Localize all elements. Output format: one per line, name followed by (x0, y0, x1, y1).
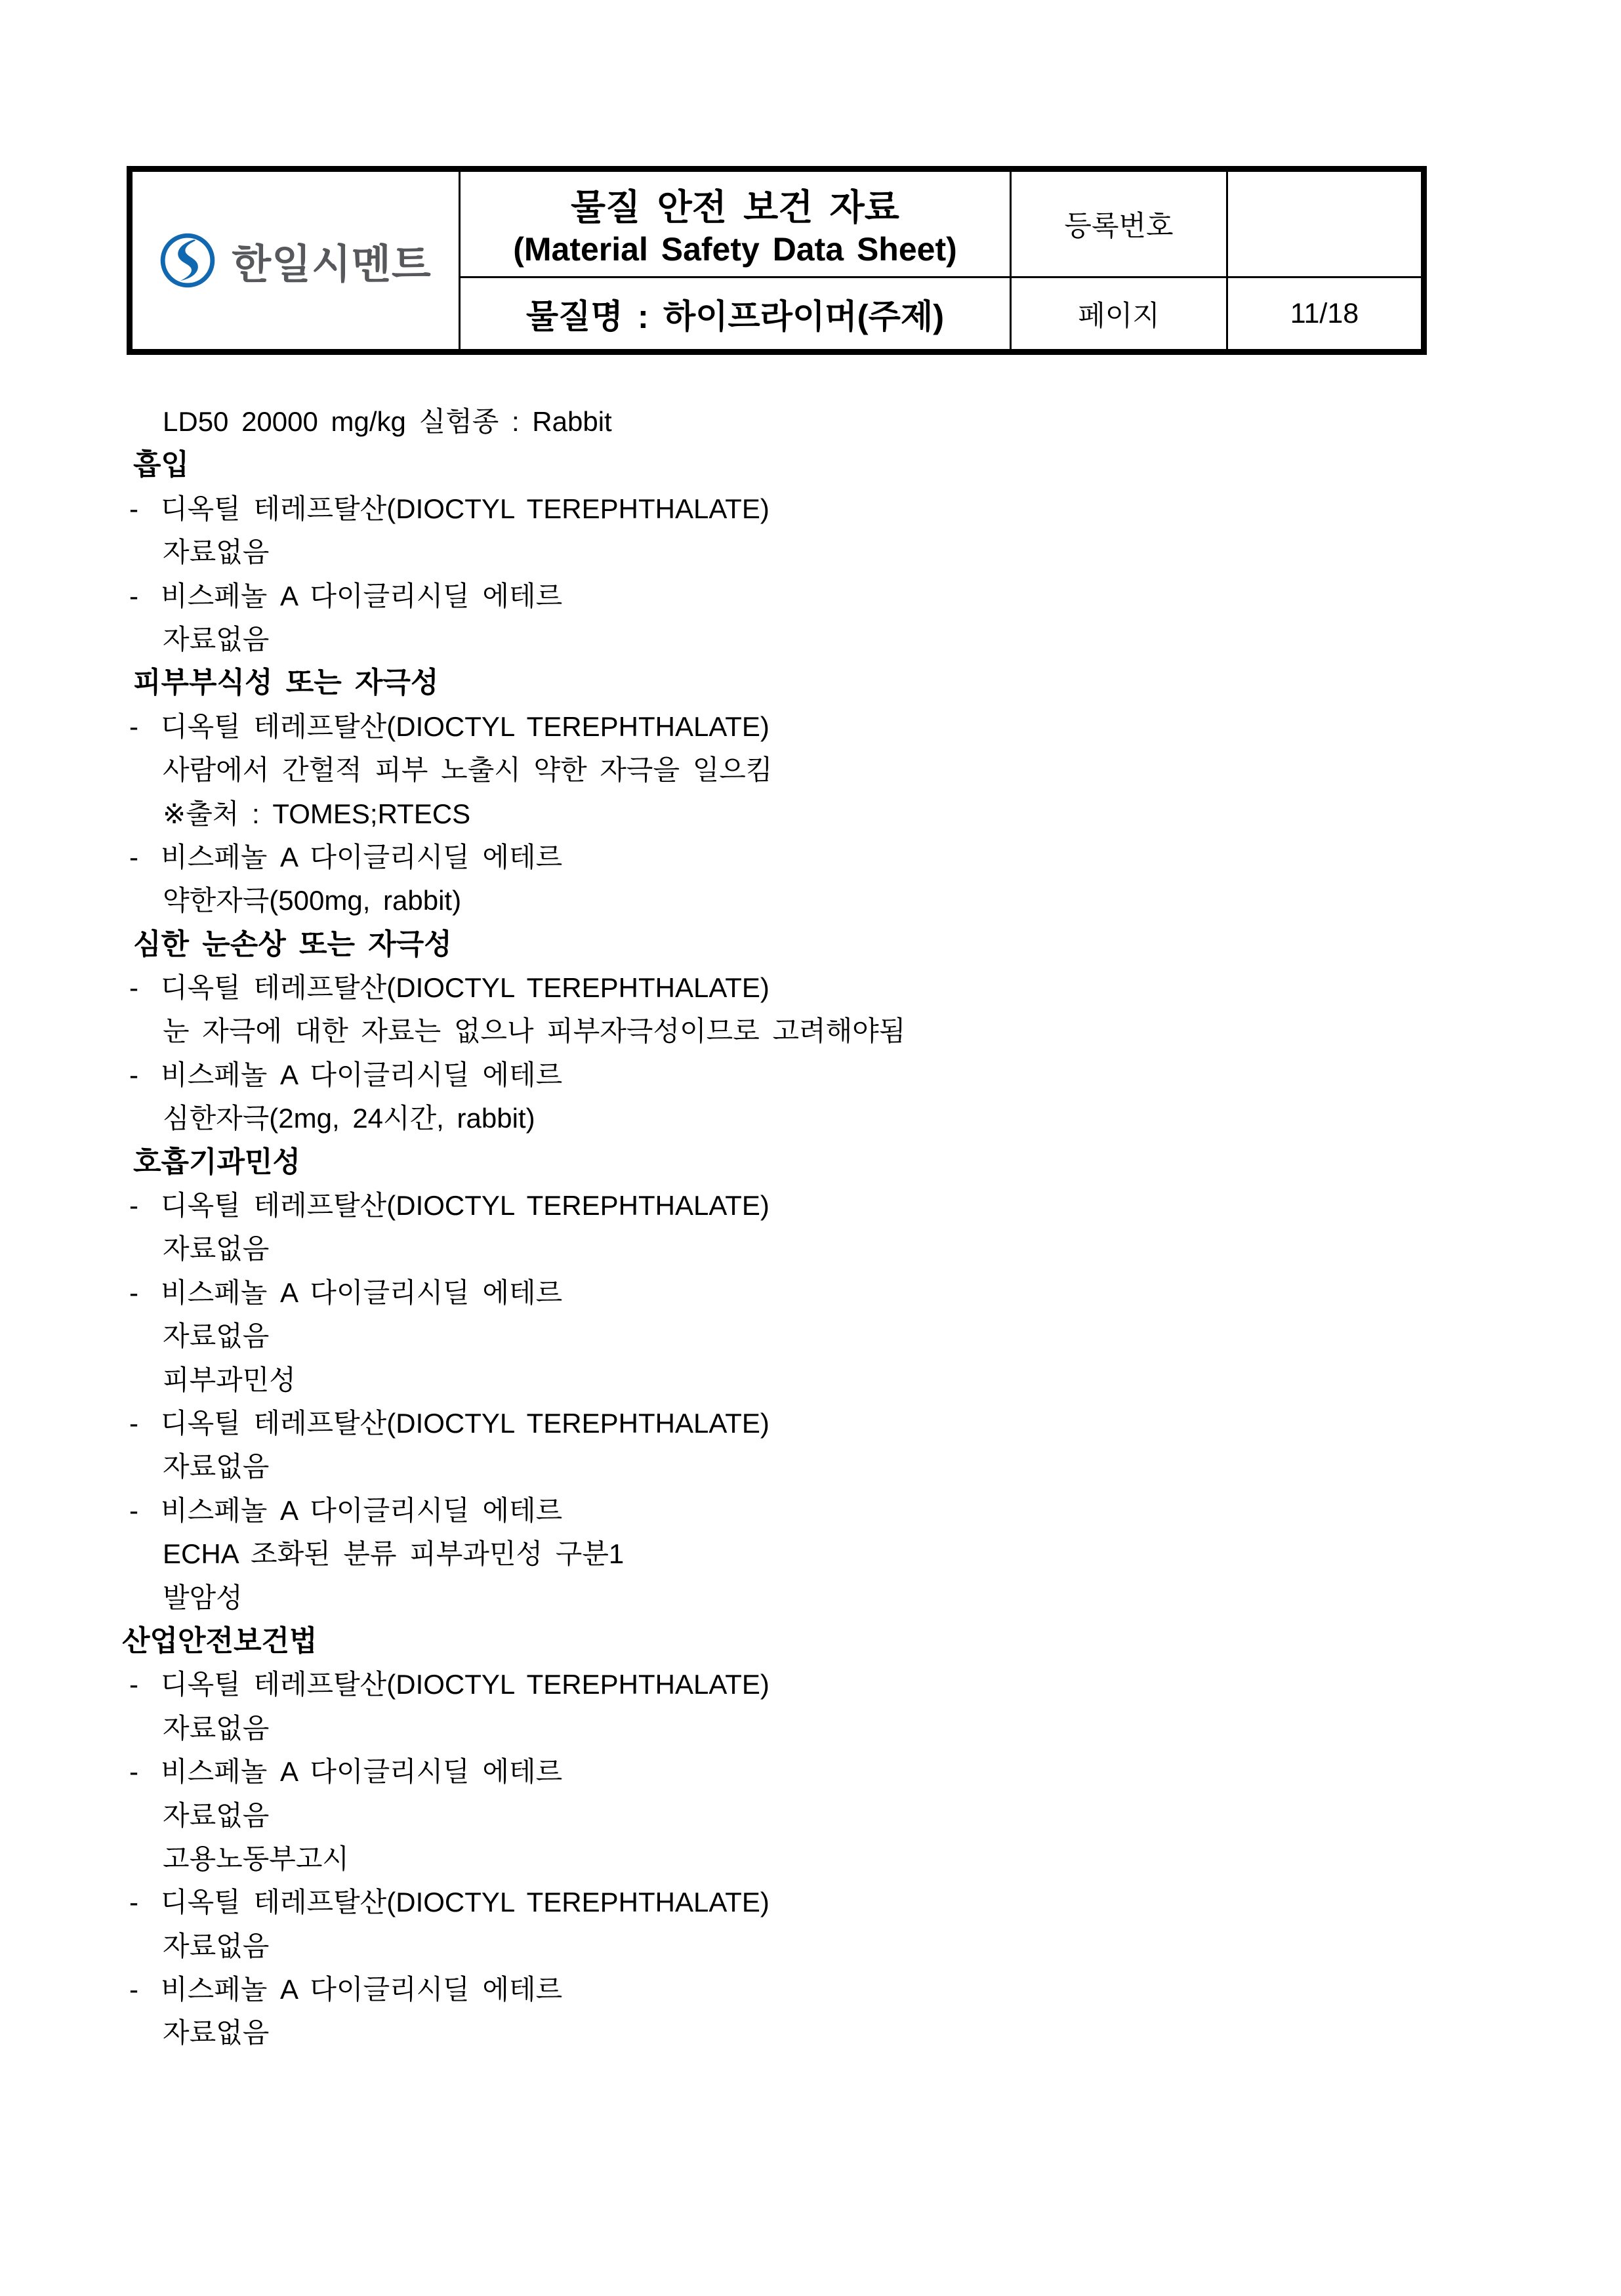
line-text: 디옥틸 테레프탈산(DIOCTYL TEREPHTHALATE) (161, 1669, 769, 1700)
line-text: 발암성 (163, 1582, 243, 1613)
line-text: ※출처 : TOMES;RTECS (163, 798, 471, 829)
body-line (0, 1445, 1621, 1488)
line-text: 디옥틸 테레프탈산(DIOCTYL TEREPHTHALATE) (161, 1887, 769, 1918)
body-line (0, 1359, 1621, 1402)
body-line (0, 748, 1621, 792)
bullet-dash: - (129, 1887, 138, 1918)
reg-no-label-cell (1012, 172, 1228, 278)
line-text: 디옥틸 테레프탈산(DIOCTYL TEREPHTHALATE) (161, 1190, 769, 1221)
line-text: 비스페놀 A 다이글리시딜 에테르 (161, 580, 563, 611)
line-text: 약한자극(500mg, rabbit) (163, 885, 462, 916)
body-line (0, 1489, 1621, 1532)
page-label-cell (1012, 278, 1228, 349)
line-text: 자료없음 (163, 1321, 270, 1352)
bullet-dash: - (129, 1190, 138, 1221)
line-text: 고용노동부고시 (163, 1843, 350, 1874)
msds-title-en: (Material Safety Data Sheet) (513, 231, 957, 268)
line-text: 디옥틸 테레프탈산(DIOCTYL TEREPHTHALATE) (161, 710, 769, 742)
product-name: 물질명 : 하이프라이머(주제) (525, 298, 945, 335)
body-line (0, 1881, 1621, 1924)
line-text: 호흡기과민성 (133, 1145, 301, 1178)
bullet-dash: - (129, 1277, 138, 1308)
body-line (0, 1837, 1621, 1881)
body-line (0, 1707, 1621, 1750)
body-line (0, 1794, 1621, 1837)
body-line (0, 966, 1621, 1010)
msds-title-ko: 물질 안전 보건 자료 (571, 187, 899, 228)
body-line (0, 1097, 1621, 1140)
line-text: 자료없음 (163, 1233, 270, 1265)
line-text: 비스페놀 A 다이글리시딜 에테르 (161, 1277, 563, 1308)
line-text: 피부과민성 (163, 1364, 296, 1395)
line-text: 자료없음 (163, 1799, 270, 1831)
line-text: 비스페놀 A 다이글리시딜 에테르 (161, 841, 563, 872)
bullet-dash: - (129, 1669, 138, 1700)
line-text: 비스페놀 A 다이글리시딜 에테르 (161, 1059, 563, 1090)
body-line (0, 1925, 1621, 1968)
page-value: 11/18 (1290, 297, 1359, 329)
line-text: 눈 자극에 대한 자료는 없으나 피부자극성이므로 고려해야됨 (163, 1015, 906, 1047)
hanil-s-icon (159, 232, 216, 289)
line-text: 디옥틸 테레프탈산(DIOCTYL TEREPHTHALATE) (161, 972, 769, 1004)
line-text: 자료없음 (163, 1712, 270, 1744)
body-line (0, 1010, 1621, 1053)
bullet-dash: - (129, 972, 138, 1004)
line-text: 자료없음 (163, 623, 270, 655)
msds-header-table (127, 166, 1427, 355)
bullet-dash: - (129, 1756, 138, 1788)
body-line (0, 836, 1621, 879)
line-text: ECHA 조화된 분류 피부과민성 구분1 (163, 1538, 625, 1570)
line-text: 흡입 (133, 449, 190, 482)
body-line (0, 1663, 1621, 1706)
body-line (0, 792, 1621, 836)
body-line (0, 879, 1621, 922)
line-text: LD50 20000 mg/kg 실험종 : Rabbit (163, 406, 612, 437)
body-line (0, 1532, 1621, 1576)
body-line (0, 531, 1621, 574)
line-text: 자료없음 (163, 2017, 270, 2049)
body-line (0, 487, 1621, 531)
body-line (0, 661, 1621, 705)
body-line (0, 1750, 1621, 1794)
body-line (0, 1576, 1621, 1620)
body-line (0, 618, 1621, 661)
bullet-dash: - (129, 1407, 138, 1439)
body-line (0, 443, 1621, 487)
body-line (0, 575, 1621, 618)
body-line (0, 1227, 1621, 1271)
reg-no-value-cell (1228, 172, 1421, 278)
body-line (0, 1141, 1621, 1184)
body-line (0, 1402, 1621, 1445)
line-text: 심한자극(2mg, 24시간, rabbit) (163, 1103, 535, 1134)
body-line (0, 1968, 1621, 2011)
body-line (0, 1271, 1621, 1315)
company-name: 한일시멘트 (232, 241, 432, 287)
body-line (0, 400, 1621, 443)
body-line (0, 2011, 1621, 2055)
page-value-cell (1228, 278, 1421, 349)
line-text: 자료없음 (163, 537, 270, 568)
bullet-dash: - (129, 710, 138, 742)
document-body (0, 400, 1621, 2055)
title-cell (461, 172, 1012, 278)
line-text: 비스페놀 A 다이글리시딜 에테르 (161, 1494, 563, 1526)
line-text: 디옥틸 테레프탈산(DIOCTYL TEREPHTHALATE) (161, 1407, 769, 1439)
body-line (0, 1315, 1621, 1358)
line-text: 사람에서 간헐적 피부 노출시 약한 자극을 일으킴 (163, 754, 773, 786)
line-text: 심한 눈손상 또는 자극성 (133, 928, 452, 960)
bullet-dash: - (129, 493, 138, 524)
line-text: 디옥틸 테레프탈산(DIOCTYL TEREPHTHALATE) (161, 493, 769, 524)
line-text: 비스페놀 A 다이글리시딜 에테르 (161, 1974, 563, 2005)
bullet-dash: - (129, 580, 138, 611)
page-label: 페이지 (1078, 300, 1160, 332)
product-name-cell (461, 278, 1012, 349)
body-line (0, 923, 1621, 966)
line-text: 자료없음 (163, 1930, 270, 1961)
body-line (0, 1054, 1621, 1097)
line-text: 산업안전보건법 (122, 1624, 318, 1657)
reg-no-label: 등록번호 (1064, 211, 1174, 242)
line-text: 피부부식성 또는 자극성 (133, 666, 439, 699)
logo-cell (133, 172, 461, 349)
line-text: 비스페놀 A 다이글리시딜 에테르 (161, 1756, 563, 1788)
bullet-dash: - (129, 1494, 138, 1526)
body-line (0, 1620, 1621, 1663)
body-line (0, 1184, 1621, 1227)
bullet-dash: - (129, 841, 138, 872)
body-line (0, 705, 1621, 748)
bullet-dash: - (129, 1974, 138, 2005)
line-text: 자료없음 (163, 1451, 270, 1483)
bullet-dash: - (129, 1059, 138, 1090)
